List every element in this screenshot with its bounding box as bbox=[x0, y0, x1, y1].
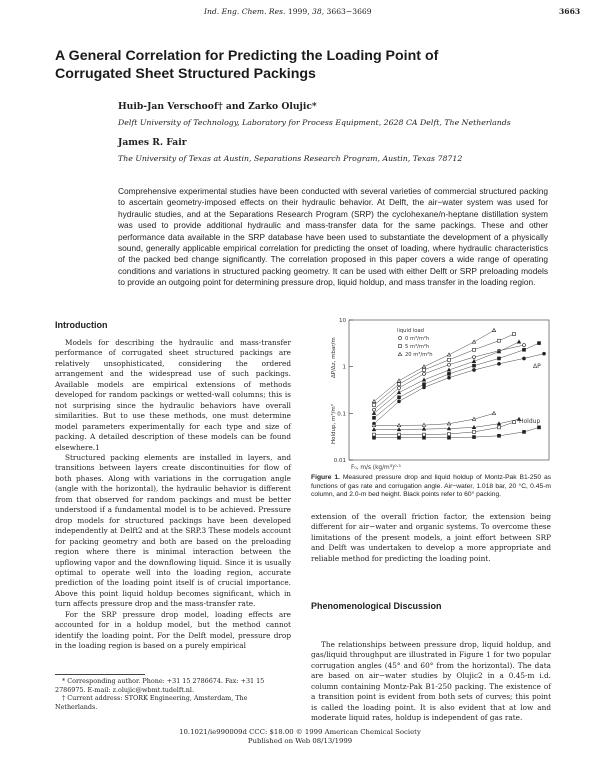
right-column-continuation bbox=[311, 512, 551, 564]
legend-entry-2: 20 m³/m²h bbox=[405, 352, 433, 358]
authors-delft: Huib-Jan Verschoof† and Zarko Olujic* bbox=[118, 101, 317, 112]
data-point bbox=[498, 362, 501, 365]
data-point bbox=[498, 426, 501, 429]
page-number: 3663 bbox=[559, 7, 581, 16]
journal-name: Ind. Eng. Chem. Res. bbox=[204, 7, 286, 16]
data-point bbox=[513, 333, 516, 336]
intro-paragraph-1: Models for describing the hydraulic and mass-transfer performance of corrugated sheet structured packings are relatively unsophisticated, considering the ordered arrangement and the widespread use of such packings. Available models are empirical extensions of methods developed for random packings or wetted-wall columns; this is not surprising since the hydraulic behaviors have overall similarities. But to use these methods, one must determine model parameters experimentally for each type and size of packing. A detailed description of these models can be found elsewhere.1 bbox=[55, 338, 291, 452]
data-point bbox=[423, 383, 426, 386]
legend-marker-2 bbox=[398, 353, 402, 356]
y-axis-label-top: ΔP/Δz, mbar/m bbox=[331, 337, 337, 378]
data-point bbox=[523, 348, 526, 351]
data-point bbox=[398, 383, 401, 386]
footer-publication-date: Published on Web 08/13/1999 bbox=[247, 737, 353, 745]
data-point bbox=[472, 417, 475, 420]
y-axis-label-bottom: Holdup, m³/m³ bbox=[331, 404, 337, 444]
data-point bbox=[423, 372, 426, 375]
data-point bbox=[448, 363, 451, 366]
data-point bbox=[423, 436, 426, 439]
data-point bbox=[523, 430, 526, 433]
data-point bbox=[523, 344, 526, 347]
right-paragraph-1: extension of the overall friction factor, the extension being different for air−water and organic systems. To overcome these limitations of the present models, a joint effort between SRP and Delft was undertaken to develop a more appropriate and reliable method for predicting the loading point. bbox=[311, 512, 551, 563]
data-point bbox=[398, 396, 401, 399]
footnote-rule bbox=[55, 674, 145, 675]
data-point bbox=[447, 422, 450, 425]
data-point bbox=[398, 386, 401, 389]
data-point bbox=[472, 426, 475, 429]
legend bbox=[397, 328, 433, 358]
caption-text: Measured pressure drop and liquid holdup of Montz-Pak B1-250 as functions of gas rate and corrugation angle. Air−water, 1.018 bar, 20 °C, 0.45-m column, and 2.0-m bed height. Black points refer to 60° packing. bbox=[311, 474, 552, 499]
data-point bbox=[497, 422, 500, 425]
series-line-1 bbox=[374, 334, 514, 405]
data-point bbox=[423, 368, 426, 371]
data-point bbox=[448, 376, 451, 379]
data-point bbox=[447, 353, 450, 356]
data-point bbox=[538, 342, 541, 345]
y-tick-label-2: 0.1 bbox=[337, 411, 346, 418]
intro-paragraph-3: For the SRP pressure drop model, loading effects are accounted for in a holdup model, but the method cannot identify the loading point. For the Delft model, pressure drop in the loading region is based on a purely empirical bbox=[55, 609, 291, 651]
data-point bbox=[398, 436, 401, 439]
data-point bbox=[397, 424, 400, 427]
phenomenological-heading: Phenomenological Discussion bbox=[311, 601, 442, 611]
journal-year: 1999, bbox=[287, 7, 310, 16]
footnote-current-address: † Current address: STORK Engineering, Amsterdam, The Netherlands. bbox=[55, 694, 248, 711]
footnote-corresponding-author: * Corresponding author. Phone: +31 15 2786674. Fax: +31 15 2786975. E-mail: z.olujic@wbmt.tudelft.nl. bbox=[55, 677, 265, 694]
legend-title: liquid load bbox=[397, 328, 424, 334]
legend-entry-0: 0 m³/m²h bbox=[405, 336, 430, 342]
annotation-holdup: Holdup bbox=[519, 418, 541, 425]
figure-1-caption bbox=[311, 474, 551, 500]
figure-1-chart bbox=[311, 316, 551, 471]
data-point bbox=[397, 379, 400, 382]
right-column-phenomenological bbox=[311, 640, 551, 724]
data-point bbox=[517, 340, 520, 343]
data-point bbox=[538, 426, 541, 429]
data-point bbox=[422, 378, 425, 381]
data-point bbox=[473, 356, 476, 359]
legend-entry-1: 5 m³/m²h bbox=[405, 344, 430, 350]
y-tick-label-0: 10 bbox=[339, 318, 346, 324]
data-point bbox=[398, 400, 401, 403]
data-point bbox=[372, 400, 375, 403]
data-point bbox=[543, 352, 546, 355]
x-axis-label: F₀, m/s (kg/m³)⁰·⁵ bbox=[351, 465, 401, 471]
data-point bbox=[472, 360, 475, 363]
legend-marker-0 bbox=[398, 336, 401, 339]
data-point bbox=[513, 421, 516, 424]
data-point bbox=[492, 412, 495, 415]
abstract: Comprehensive experimental studies have been conducted with several varieties of commercial structured packing to ascertain geometry-imposed effects on their hydraulic behavior. At Delft, the air−water system was used for hydraulic studies, and at the Separations Research Program (SRP) the cyclohexane/n-heptane distillation system was used to provide additional hydraulic and mass-transfer data for the same packings. These and other performance data available in the SRP database have been used to substantiate the development of a physically sound, generally applicable empirical correlation for predicting the onset of loading, where hydraulic characteristics of the packed bed change significantly. The correlation proposed in this paper covers a wide range of operating conditions and variations in structured packing geometry. It can be used with either Delft or SRP preloading models to provide an outgoing point for determining pressure drop, liquid holdup, and mass transfer in the loading region. bbox=[118, 186, 548, 288]
data-point bbox=[498, 357, 501, 360]
running-header bbox=[204, 7, 372, 16]
data-point bbox=[422, 365, 425, 368]
data-point bbox=[472, 340, 475, 343]
data-point bbox=[473, 436, 476, 439]
data-point bbox=[422, 423, 425, 426]
data-point bbox=[423, 386, 426, 389]
y-tick-label-1: 1 bbox=[342, 364, 346, 371]
title-line-1: A General Correlation for Predicting the Loading Point of bbox=[55, 48, 439, 64]
data-point bbox=[473, 364, 476, 367]
data-point bbox=[373, 433, 376, 436]
introduction-heading: Introduction bbox=[55, 320, 108, 330]
left-column bbox=[55, 338, 291, 652]
data-point bbox=[447, 368, 450, 371]
series-line-7 bbox=[374, 413, 494, 425]
journal-pages: 3663−3669 bbox=[326, 7, 372, 16]
data-point bbox=[498, 339, 501, 342]
affiliation-delft: Delft University of Technology, Laboratory for Process Equipment, 2628 CA Delft, The Netherlands bbox=[118, 118, 511, 127]
data-point bbox=[373, 436, 376, 439]
data-point bbox=[498, 434, 501, 437]
data-point bbox=[448, 372, 451, 375]
data-point bbox=[398, 433, 401, 436]
data-point bbox=[473, 368, 476, 371]
footnotes bbox=[55, 677, 291, 711]
authors-texas: James R. Fair bbox=[118, 137, 187, 148]
data-point bbox=[423, 433, 426, 436]
phenomenological-paragraph-1: The relationships between pressure drop, liquid holdup, and gas/liquid throughput are illustrated in Figure 1 for two popular corrugation angles (45° and 60° from the horizontal). The data are based on air−water studies by Olujic2 in a 0.45-m i.d. column containing Montz-Pak B1-250 packing. The existence of a transition point is evident from both sets of curves; this point is called the loading point. It is also evident that at low and moderate liquid rates, holdup is independent of gas rate. bbox=[311, 640, 551, 723]
data-point bbox=[373, 416, 376, 419]
data-point bbox=[397, 428, 400, 431]
data-point bbox=[473, 430, 476, 433]
page-footer bbox=[0, 728, 600, 746]
data-point bbox=[373, 404, 376, 407]
intro-paragraph-2: Structured packing elements are installed in layers, and transitions between layers create discontinuities for flow of both phases. Along with variations in the corrugation angle (angle with the horizontal), the hydraulic behavior is different from that observed for random packings and must be better understood if a fundamental model is to be achieved. Pressure drop models for structured packings have been developed independently at Delft2 and at the SRP.3 These models account for packing geometry and both are based on the preloading region where there is minimal interaction between the upflowing vapor and the downflowing liquid. Since it is usually optimal to operate well into the loading region, accurate prediction of the loading point itself is of crucial importance. Above this point liquid holdup becomes significant, which in turn affects pressure drop and the mass-transfer rate. bbox=[55, 452, 291, 609]
data-point bbox=[492, 329, 495, 332]
data-point bbox=[422, 427, 425, 430]
caption-label: Figure 1. bbox=[311, 474, 340, 481]
data-point bbox=[523, 357, 526, 360]
data-point bbox=[372, 428, 375, 431]
data-point bbox=[448, 433, 451, 436]
data-point bbox=[373, 408, 376, 411]
affiliation-texas: The University of Texas at Austin, Separations Research Program, Austin, Texas 78712 bbox=[118, 154, 463, 163]
data-point bbox=[397, 391, 400, 394]
data-point bbox=[448, 436, 451, 439]
footer-doi-copyright: 10.1021/ie990009d CCC: $18.00 © 1999 American Chemical Society bbox=[179, 728, 421, 736]
journal-volume: 38, bbox=[312, 7, 325, 16]
data-point bbox=[447, 427, 450, 430]
annotation-delta-p: ΔP bbox=[533, 363, 541, 370]
y-tick-label-3: 0.01 bbox=[333, 458, 346, 464]
data-point bbox=[448, 358, 451, 361]
data-point bbox=[473, 348, 476, 351]
article-title bbox=[55, 47, 555, 83]
title-line-2: Corrugated Sheet Structured Packings bbox=[55, 66, 316, 82]
legend-marker-1 bbox=[399, 345, 402, 348]
